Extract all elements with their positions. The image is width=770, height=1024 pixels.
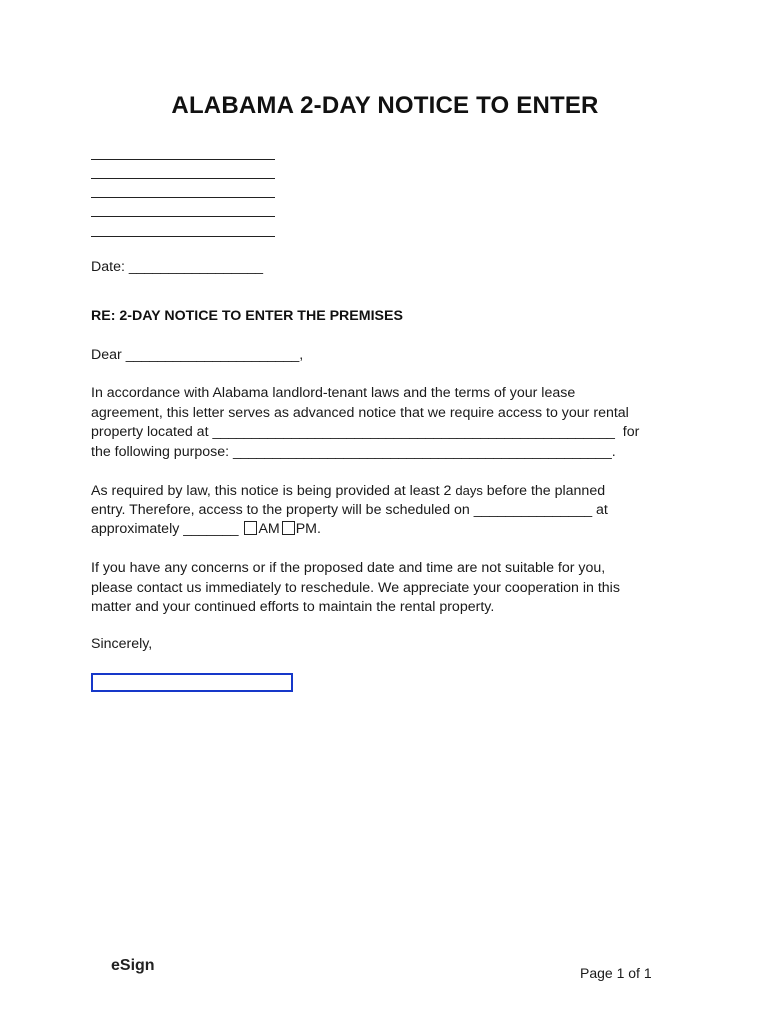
paragraph-line: If you have any concerns or if the proposed date and time are not suitable for you, <box>91 560 606 576</box>
paragraph-line: entry. Therefore, access to the property will be scheduled on _______________ at <box>91 501 608 518</box>
paragraph-line: agreement, this letter serves as advanced notice that we require access to your rental <box>91 404 629 421</box>
re-subject-line: RE: 2-DAY NOTICE TO ENTER THE PREMISES <box>91 308 403 324</box>
closing-text: Sincerely, <box>91 636 153 652</box>
paragraph-schedule <box>91 481 671 540</box>
document-title: ALABAMA 2-DAY NOTICE TO ENTER <box>171 92 599 119</box>
paragraph-concerns <box>91 559 671 618</box>
paragraph-line <box>91 520 671 540</box>
signature-field[interactable] <box>91 673 293 692</box>
address-line-2 <box>91 178 275 179</box>
paragraph-text: As required by law, this notice is being provided at least 2 <box>91 483 456 499</box>
am-checkbox[interactable] <box>244 521 257 535</box>
paragraph-line: please contact us immediately to reschedule. We appreciate your cooperation in this <box>91 579 620 596</box>
address-line-4 <box>91 216 275 217</box>
am-label: AM <box>258 521 280 537</box>
approximately-text: approximately _______ <box>91 521 243 537</box>
address-line-5 <box>91 236 275 237</box>
address-line-1 <box>91 159 275 160</box>
esign-logo: eSign <box>111 957 155 974</box>
pm-label: PM. <box>295 521 321 537</box>
paragraph-line: the following purpose: ________________________________________________. <box>91 443 616 460</box>
page-number: Page 1 of 1 <box>580 965 652 981</box>
paragraph-line: In accordance with Alabama landlord-tenant laws and the terms of your lease <box>91 385 576 401</box>
paragraph-line: matter and your continued efforts to maintain the rental property. <box>91 599 495 615</box>
paragraph-line: property located at ___________________________________________________ for <box>91 424 640 440</box>
address-line-3 <box>91 197 275 198</box>
date-line: Date: _________________ <box>91 259 263 275</box>
salutation-line: Dear ______________________, <box>91 347 304 363</box>
pm-checkbox[interactable] <box>282 521 295 535</box>
paragraph-text: before the planned <box>482 483 606 499</box>
paragraph-line <box>91 481 671 501</box>
paragraph-lease-notice <box>91 384 671 462</box>
days-text: days <box>455 483 483 498</box>
